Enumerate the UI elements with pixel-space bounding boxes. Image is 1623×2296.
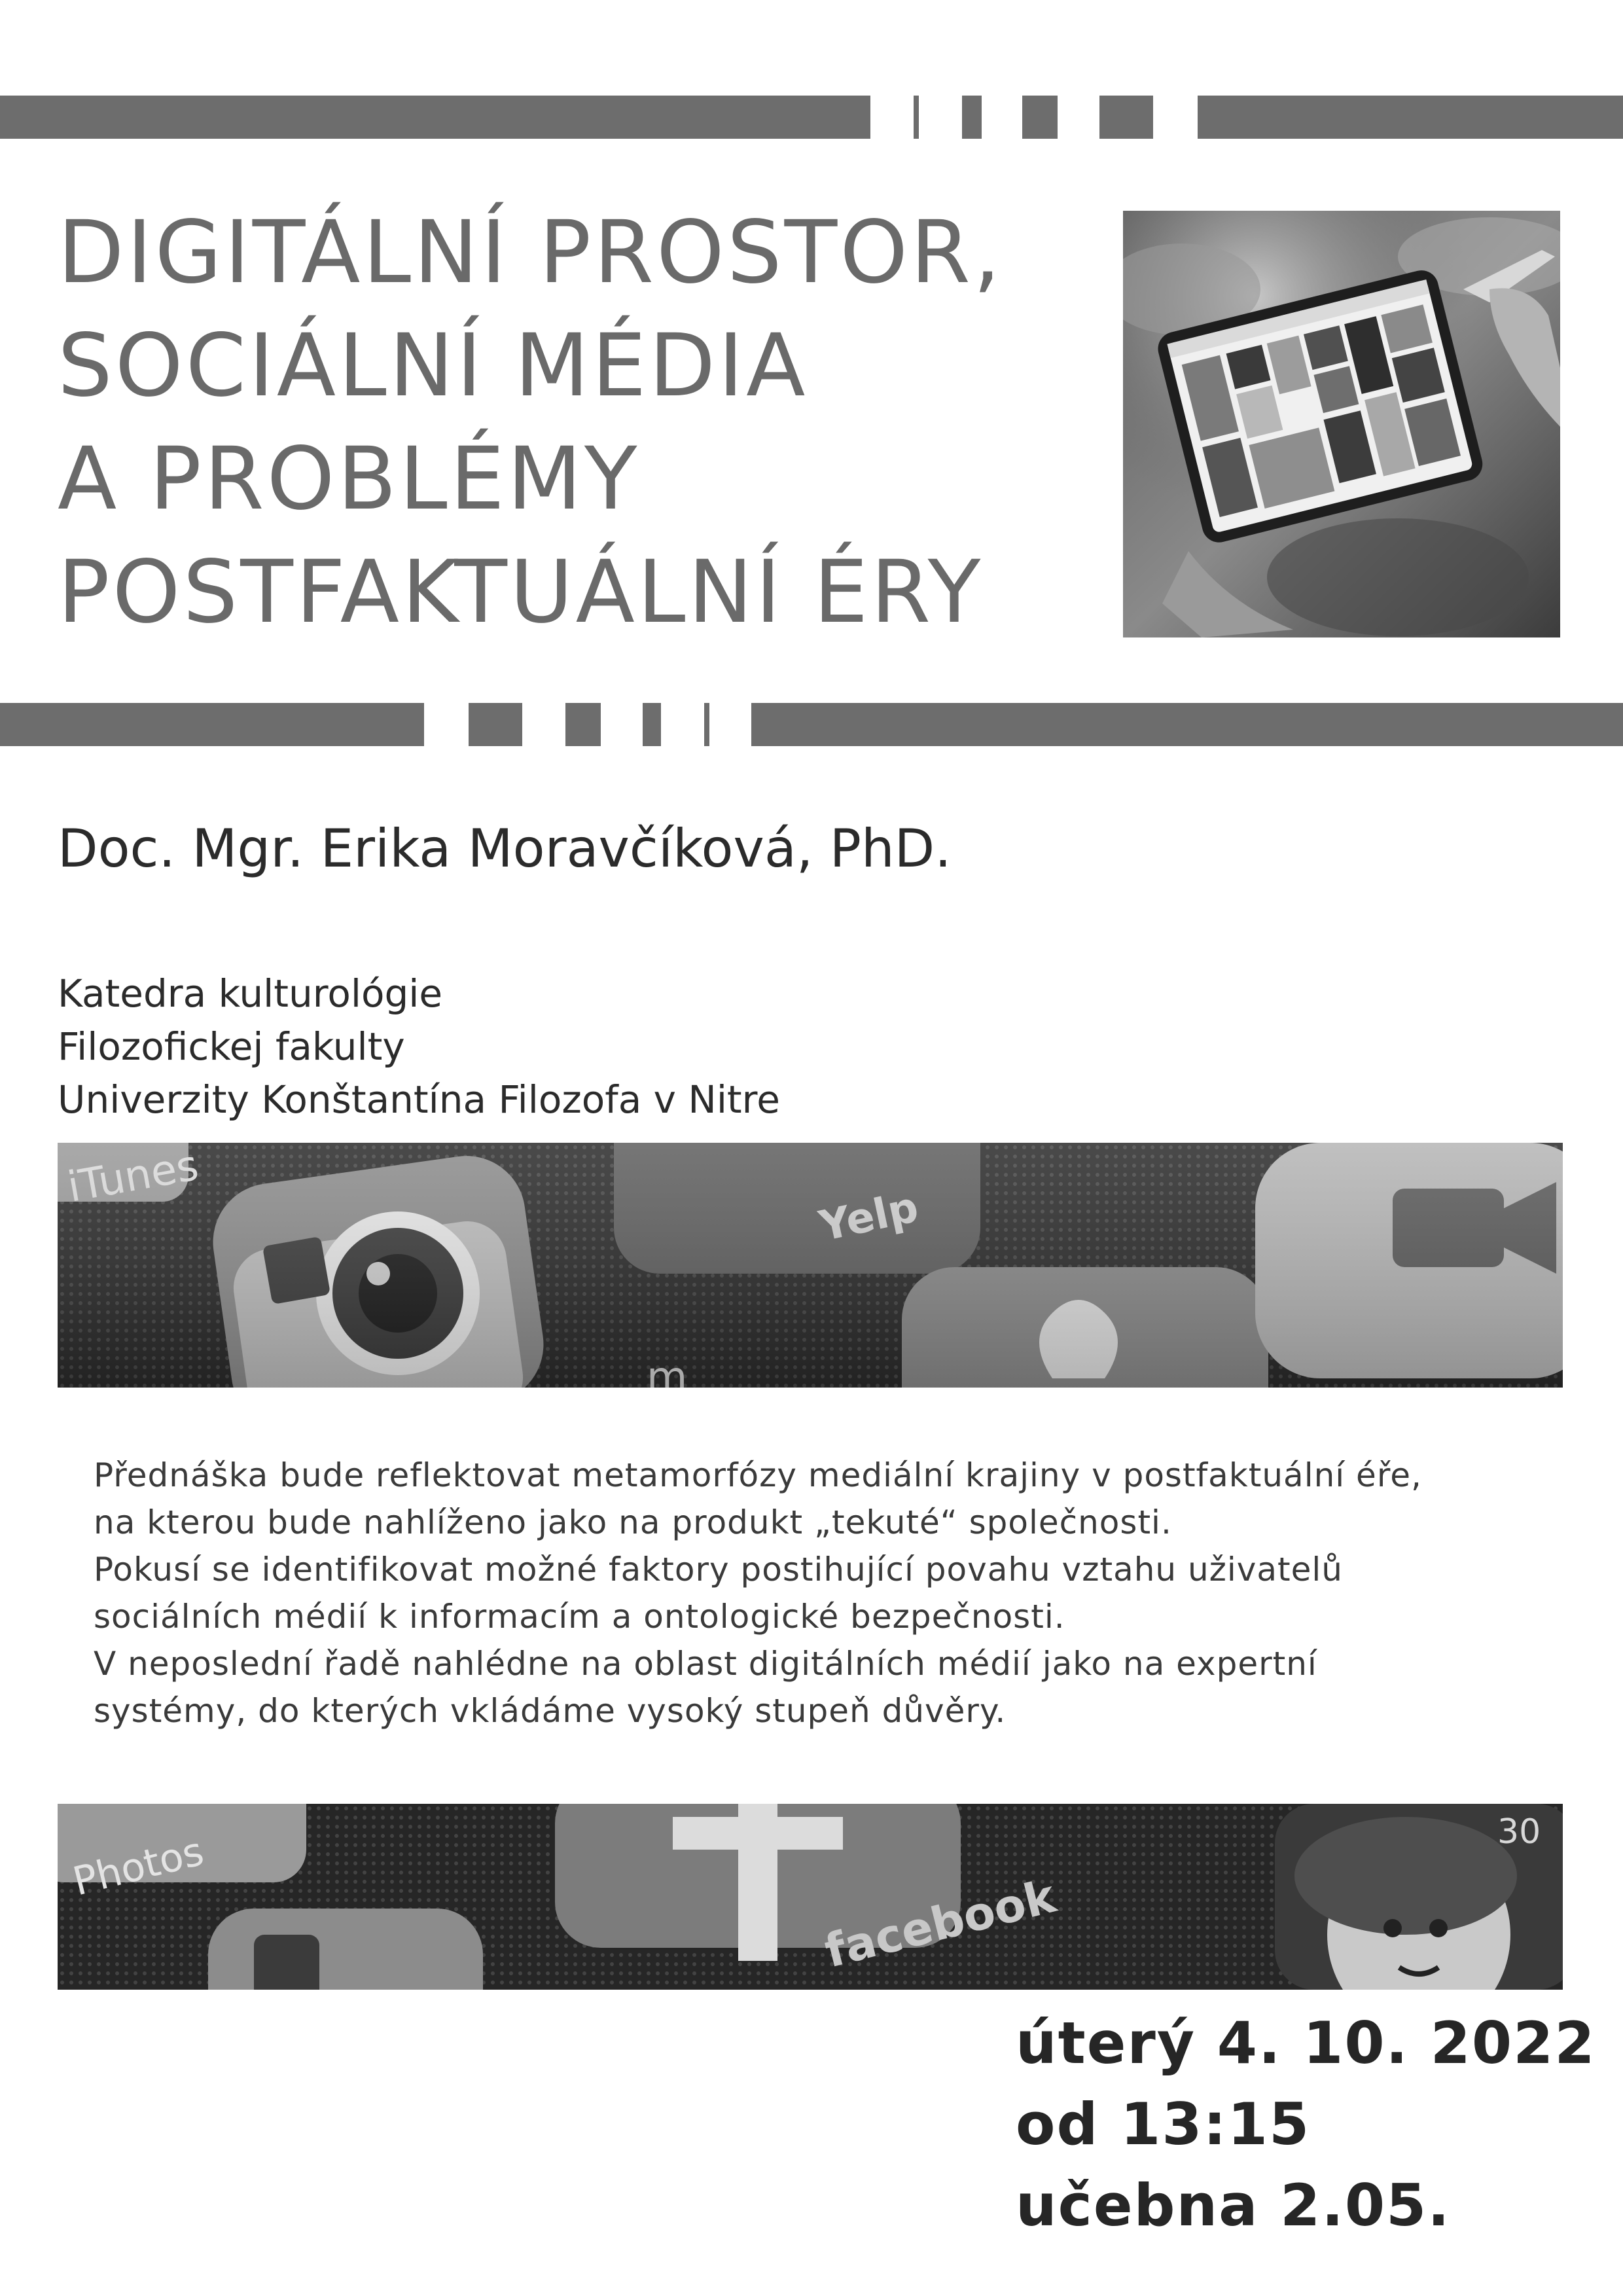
mid-bar-long-right [751,703,1623,746]
poster-title [58,196,1003,649]
description-line-4: sociálních médií k informacím a ontologické bezpečnosti. [94,1598,1065,1636]
event-room: učebna 2.05. [1016,2172,1451,2239]
description-line-3: Pokusí se identifikovat možné faktory postihující povahu vztahu uživatelů [94,1551,1343,1588]
mid-bar-block-3 [643,703,661,746]
top-bar-block-1 [962,96,982,139]
title-line-4: POSTFAKTUÁLNÍ ÉRY [58,542,984,643]
app-icons-illustration-2 [58,1804,1563,1990]
top-bar-block-2 [1022,96,1058,139]
affiliation [58,967,780,1126]
affiliation-line-1: Katedra kulturológie [58,971,443,1016]
title-line-1: DIGITÁLNÍ PROSTOR, [58,202,1003,303]
description-line-6: systémy, do kterých vkládáme vysoký stupeň důvěry. [94,1692,1007,1730]
app-icons-illustration-1 [58,1143,1563,1388]
photos-label: Photos [68,1828,209,1905]
author-name: Doc. Mgr. Erika Moravčíková, PhD. [58,818,952,879]
title-line-2: SOCIÁLNÍ MÉDIA [58,315,808,416]
affiliation-line-2: Filozofickej fakulty [58,1024,405,1069]
tablet-illustration [1123,211,1560,637]
top-bar-tick [914,96,919,139]
mid-bar-tick [704,703,709,746]
event-date: úterý 4. 10. 2022 [1016,2009,1596,2077]
event-time: od 13:15 [1016,2090,1311,2158]
top-bar-long-left [0,96,870,139]
affiliation-line-3: Univerzity Konštantína Filozofa v Nitre [58,1077,780,1122]
app-icons-photo-1 [58,1143,1563,1388]
description-line-5: V neposlední řadě nahlédne na oblast digitálních médií jako na expertní [94,1645,1317,1683]
description-line-1: Přednáška bude reflektovat metamorfózy mediální krajiny v postfaktuální éře, [94,1456,1422,1494]
tablet-photo [1123,211,1560,637]
mid-bar-block-1 [469,703,522,746]
top-bar-long-right [1198,96,1623,139]
facebook-label: facebook [819,1869,1061,1979]
top-bar-block-3 [1099,96,1153,139]
app-icons-photo-2 [58,1804,1563,1990]
lecture-description [94,1452,1422,1734]
partial-30-label: 30 [1497,1812,1541,1852]
mid-bar-long-left [0,703,424,746]
event-details [1016,2003,1596,2246]
mid-bar-block-2 [565,703,601,746]
title-line-3: A PROBLÉMY [58,429,640,529]
description-line-2: na kterou bude nahlíženo jako na produkt „tekuté“ společnosti. [94,1503,1172,1541]
